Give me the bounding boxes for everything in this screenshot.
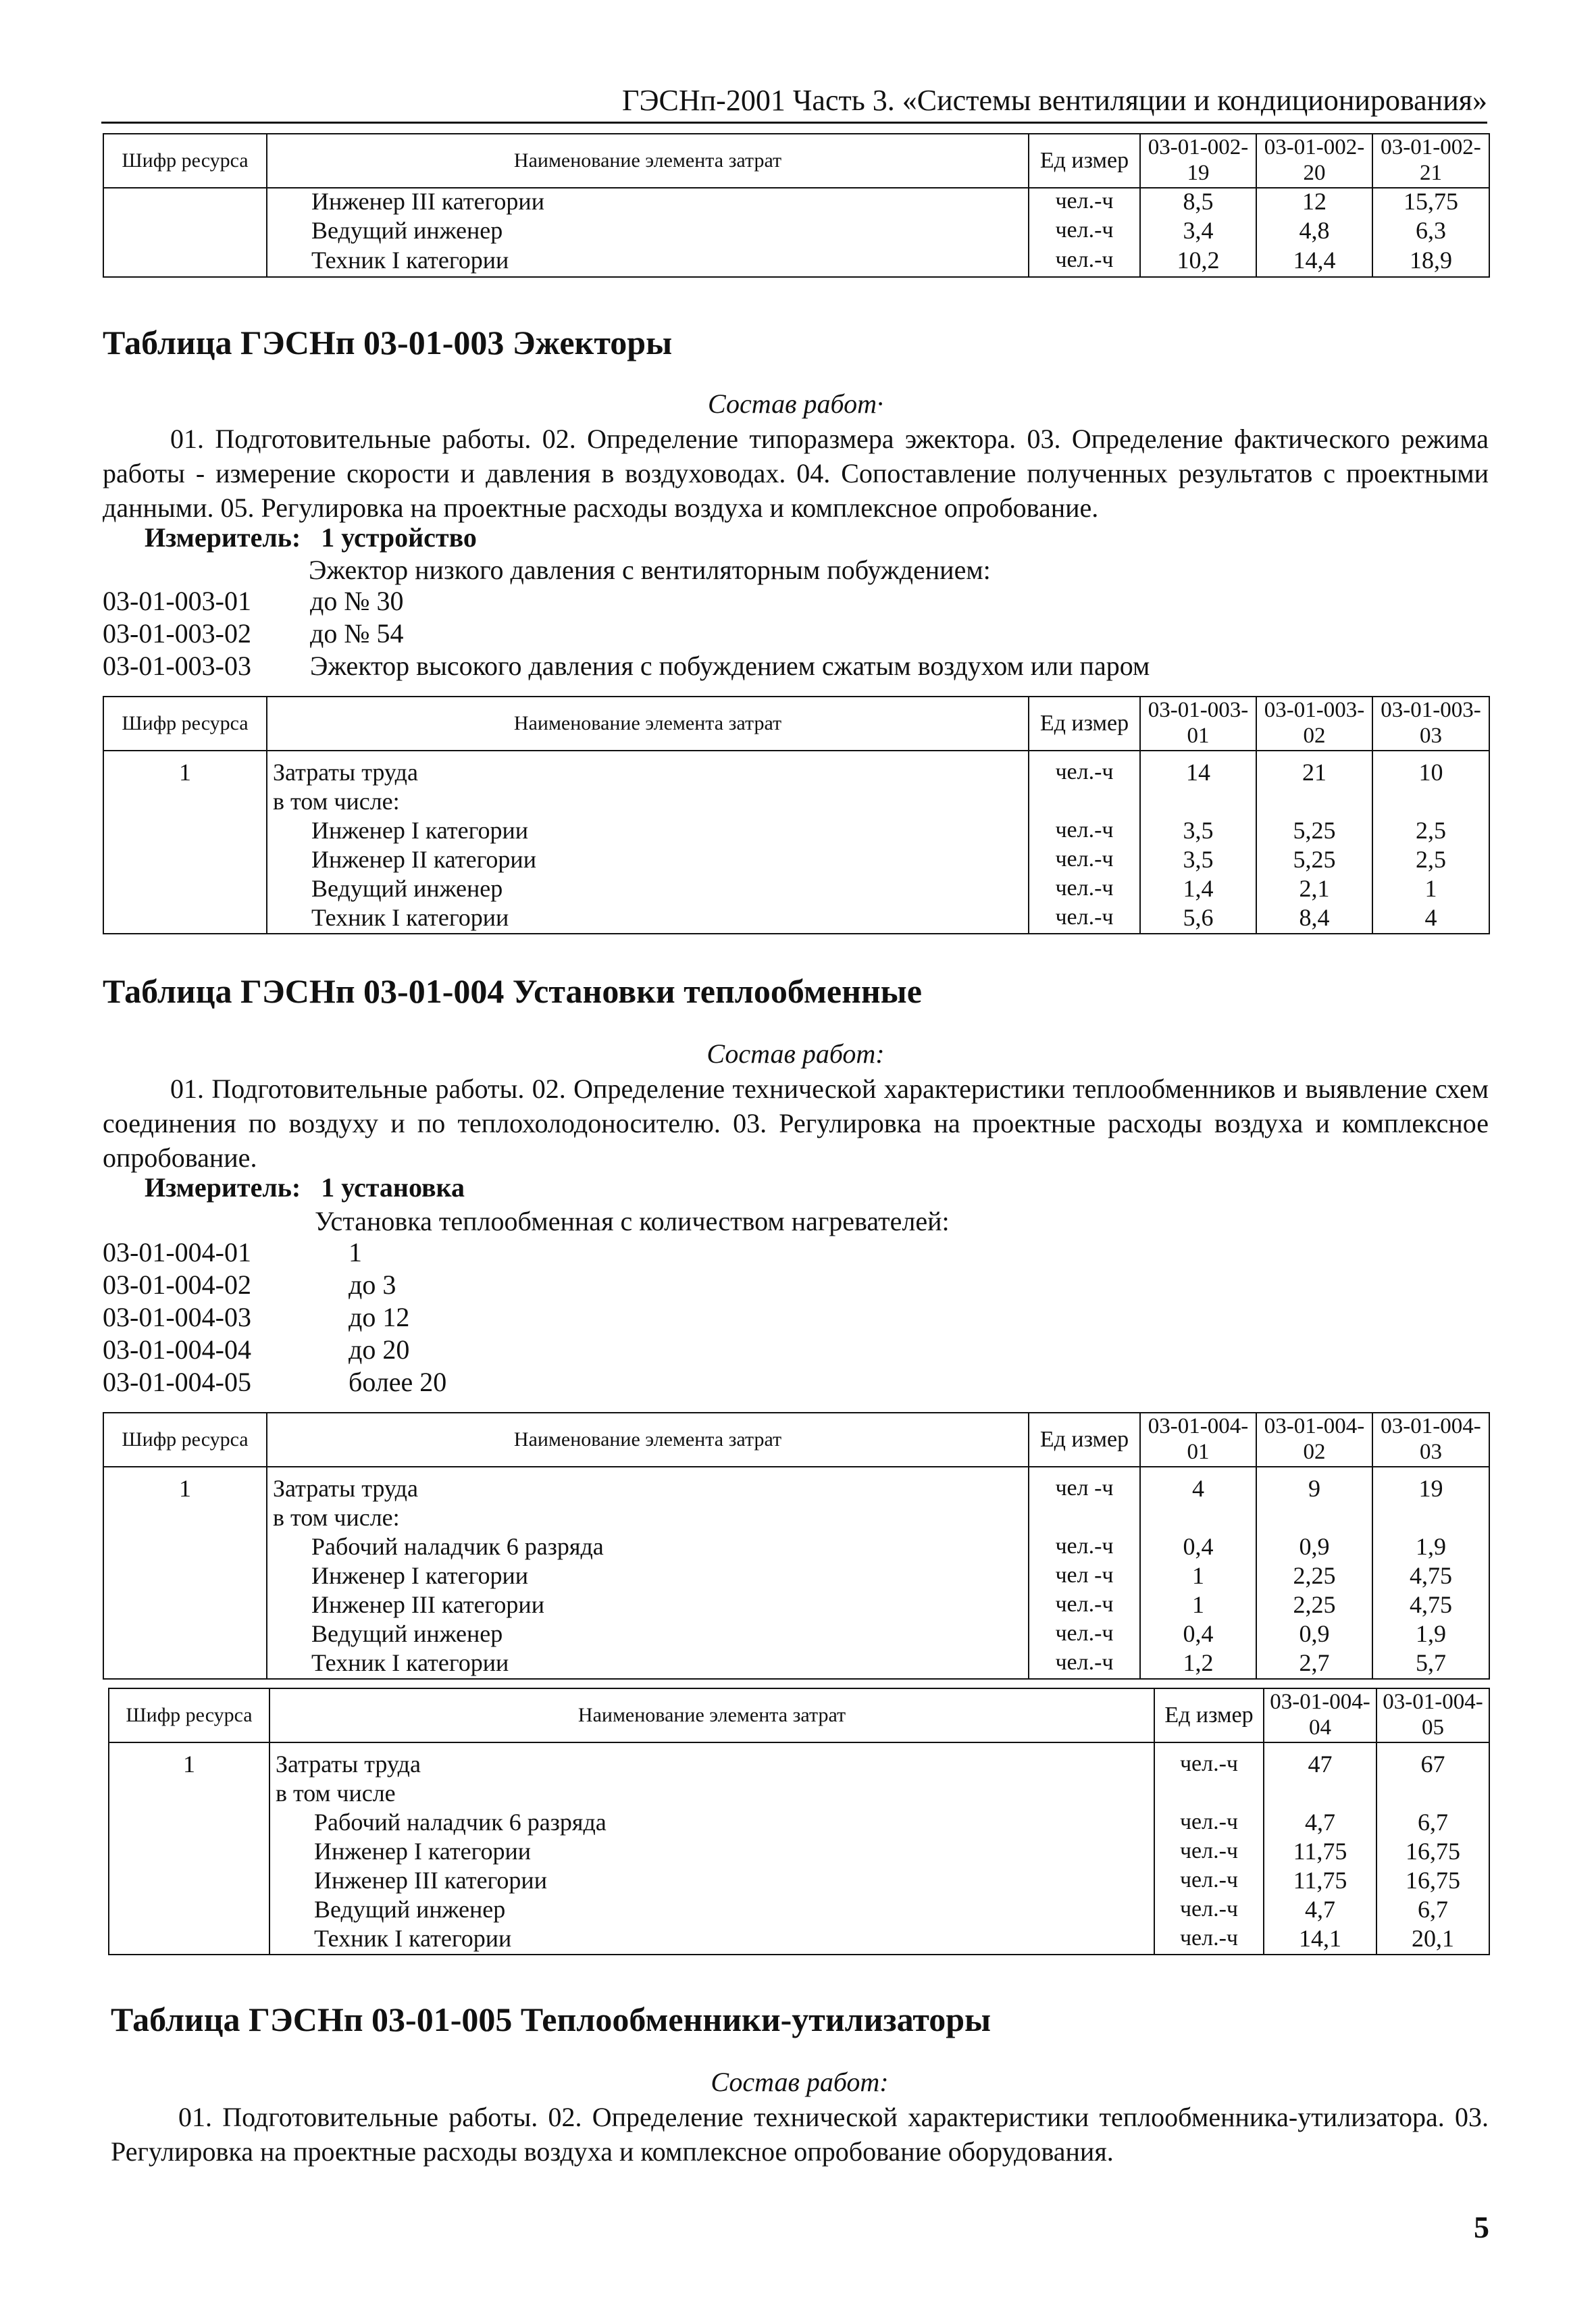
table-row (103, 1563, 1489, 1592)
cell-value: 14 (1140, 759, 1256, 788)
section-title-003: Таблица ГЭСНп 03-01-003 Эжекторы (103, 324, 673, 361)
table-row (103, 847, 1489, 876)
cell-name: в том числе (269, 1780, 1154, 1809)
cell-value: 4 (1372, 905, 1489, 934)
cell-unit: чел.-ч (1029, 1592, 1140, 1621)
cell-unit (1029, 788, 1140, 818)
cell-name: Техник I категории (267, 1650, 1029, 1679)
cell-code (103, 847, 267, 876)
cell-value: 47 (1264, 1751, 1376, 1780)
cell-code (103, 247, 267, 277)
cell-code (109, 1838, 269, 1867)
item-row (103, 585, 1489, 618)
item-code: 03-01-004-04 (103, 1334, 251, 1365)
cell-name: Рабочий наладчик 6 разряда (267, 1534, 1029, 1563)
cell-name: Ведущий инженер (267, 876, 1029, 905)
cell-name: Затраты труда (269, 1751, 1154, 1780)
cell-name: Инженер II категории (267, 847, 1029, 876)
work-composition-label-003: Состав работ· (708, 388, 883, 419)
col-header-norm-code: 03-01-002-19 (1140, 134, 1256, 188)
table-row (103, 905, 1489, 934)
table-row (109, 1809, 1489, 1838)
cell-value: 10 (1372, 759, 1489, 788)
running-header (101, 86, 1487, 124)
cell-value: 16,75 (1376, 1838, 1489, 1867)
col-header-norm-code: 03-01-004-04 (1264, 1688, 1376, 1742)
cell-value: 4,75 (1372, 1563, 1489, 1592)
col-header-norm-code: 03-01-003-01 (1140, 697, 1256, 751)
col-header-norm-code: 03-01-004-03 (1372, 1413, 1489, 1467)
col-header-norm-code: 03-01-004-01 (1140, 1413, 1256, 1467)
cell-unit: чел.-ч (1154, 1751, 1264, 1780)
col-header-norm-code: 03-01-002-21 (1372, 134, 1489, 188)
table-row (109, 1838, 1489, 1867)
cell-code (109, 1867, 269, 1896)
table-row (103, 218, 1489, 247)
item-description: до 12 (349, 1302, 410, 1332)
cell-value: 11,75 (1264, 1867, 1376, 1896)
cell-code (103, 1534, 267, 1563)
cell-unit: чел.-ч (1029, 1534, 1140, 1563)
cell-value: 11,75 (1264, 1838, 1376, 1867)
item-group-label: Эжектор низкого давления с вентиляторным побуждением: (309, 555, 991, 585)
table-03-01-002-continued (103, 133, 1490, 278)
cell-unit: чел.-ч (1029, 1650, 1140, 1679)
cell-value: 21 (1256, 759, 1372, 788)
cell-unit: чел.-ч (1029, 876, 1140, 905)
cell-name: Ведущий инженер (267, 218, 1029, 247)
cell-value: 5,25 (1256, 847, 1372, 876)
cell-code (109, 1809, 269, 1838)
cell-name: Ведущий инженер (267, 1621, 1029, 1650)
cell-unit: чел.-ч (1154, 1809, 1264, 1838)
item-row (103, 1334, 1489, 1366)
cell-unit: чел.-ч (1029, 188, 1140, 218)
cell-code (103, 876, 267, 905)
table-03-01-004-a (103, 1412, 1490, 1680)
cell-value: 0,9 (1256, 1534, 1372, 1563)
section-title-005: Таблица ГЭСНп 03-01-005 Теплообменники-утилизаторы (111, 2001, 992, 2038)
work-composition-text-004: 01. Подготовительные работы. 02. Определение технической характеристики теплообменников и выявление схем соединения по воздуху и по теплохолодоносителю. 03. Регулировка на проектные расходы воздуха и комплексное опробование. (103, 1074, 1489, 1173)
cell-value: 1,2 (1140, 1650, 1256, 1679)
cell-value: 4,8 (1256, 218, 1372, 247)
cell-name: Инженер III категории (267, 1592, 1029, 1621)
cell-name: в том числе: (267, 788, 1029, 818)
cell-value: 1 (1372, 876, 1489, 905)
cell-unit: чел.-ч (1029, 905, 1140, 934)
running-header-title: ГЭСНп-2001 Часть 3. «Системы вентиляции и кондиционирования» (622, 84, 1487, 117)
cell-value: 0,4 (1140, 1534, 1256, 1563)
item-code: 03-01-003-01 (103, 586, 251, 616)
work-composition-text-005: 01. Подготовительные работы. 02. Определение технической характеристики теплообменника-утилизатора. 03. Регулировка на проектные расходы воздуха и комплексное опробование оборудования. (111, 2102, 1489, 2167)
item-code: 03-01-004-01 (103, 1237, 251, 1267)
cell-value: 16,75 (1376, 1867, 1489, 1896)
col-header-unit: Ед измер (1029, 697, 1140, 751)
cell-unit: чел.-ч (1029, 218, 1140, 247)
cell-code (103, 818, 267, 847)
col-header-name: Наименование элемента затрат (267, 697, 1029, 751)
table-row (103, 1534, 1489, 1563)
cell-value: 2,1 (1256, 876, 1372, 905)
cell-unit: чел.-ч (1029, 847, 1140, 876)
col-header-code: Шифр ресурса (103, 134, 267, 188)
cell-value: 4,75 (1372, 1592, 1489, 1621)
cell-code: 1 (109, 1751, 269, 1780)
cell-value: 1,9 (1372, 1621, 1489, 1650)
cell-value: 3,4 (1140, 218, 1256, 247)
cell-value: 2,5 (1372, 847, 1489, 876)
table-row (103, 1621, 1489, 1650)
cell-unit (1154, 1780, 1264, 1809)
cell-name: Инженер III категории (267, 188, 1029, 218)
cell-unit: чел.-ч (1029, 759, 1140, 788)
cell-code (103, 1650, 267, 1679)
section-title-004: Таблица ГЭСНп 03-01-004 Установки теплообменные (103, 972, 922, 1010)
cell-value (1256, 1505, 1372, 1534)
col-header-norm-code: 03-01-004-05 (1376, 1688, 1489, 1742)
cell-code (103, 1505, 267, 1534)
cell-value: 6,7 (1376, 1896, 1489, 1926)
cell-value: 1 (1140, 1563, 1256, 1592)
cell-value: 8,5 (1140, 188, 1256, 218)
item-description: более 20 (349, 1367, 447, 1397)
cell-value: 19 (1372, 1476, 1489, 1505)
item-description: 1 (349, 1237, 362, 1267)
cell-value (1264, 1780, 1376, 1809)
cell-value: 4,7 (1264, 1896, 1376, 1926)
item-group-003 (103, 554, 1489, 586)
page-number: 5 (1474, 2210, 1489, 2244)
table-row (109, 1867, 1489, 1896)
item-row (103, 1236, 1489, 1269)
cell-unit: чел.-ч (1154, 1838, 1264, 1867)
item-code: 03-01-003-02 (103, 618, 251, 649)
cell-value: 1 (1140, 1592, 1256, 1621)
cell-value: 18,9 (1372, 247, 1489, 277)
item-code: 03-01-004-05 (103, 1367, 251, 1397)
table-row (103, 876, 1489, 905)
item-description: до № 54 (310, 618, 404, 649)
col-header-norm-code: 03-01-003-03 (1372, 697, 1489, 751)
cell-value: 12 (1256, 188, 1372, 218)
item-row (103, 1301, 1489, 1334)
cell-code (109, 1896, 269, 1926)
cell-name: Инженер III категории (269, 1867, 1154, 1896)
col-header-norm-code: 03-01-003-02 (1256, 697, 1372, 751)
item-row (103, 1269, 1489, 1301)
item-row (103, 650, 1489, 682)
col-header-unit: Ед измер (1029, 1413, 1140, 1467)
cell-name: Инженер I категории (267, 818, 1029, 847)
cell-code (103, 218, 267, 247)
col-header-name: Наименование элемента затрат (269, 1688, 1154, 1742)
table-row (103, 1476, 1489, 1505)
cell-value: 20,1 (1376, 1926, 1489, 1955)
cell-value: 67 (1376, 1751, 1489, 1780)
cell-code (109, 1780, 269, 1809)
item-description: до № 30 (310, 586, 404, 616)
cell-name: Затраты труда (267, 1476, 1029, 1505)
item-code: 03-01-003-03 (103, 651, 251, 681)
cell-value: 2,25 (1256, 1592, 1372, 1621)
cell-name: Инженер I категории (269, 1838, 1154, 1867)
item-code: 03-01-004-02 (103, 1269, 251, 1300)
item-code: 03-01-004-03 (103, 1302, 251, 1332)
cell-name: в том числе: (267, 1505, 1029, 1534)
table-row (103, 188, 1489, 218)
table-row (103, 1650, 1489, 1679)
table-row (103, 788, 1489, 818)
cell-unit: чел.-ч (1029, 1621, 1140, 1650)
table-row (109, 1780, 1489, 1809)
item-group-label: Установка теплообменная с количеством нагревателей: (315, 1206, 950, 1236)
cell-value: 6,3 (1372, 218, 1489, 247)
cell-value (1372, 1505, 1489, 1534)
cell-value: 4 (1140, 1476, 1256, 1505)
cell-value: 6,7 (1376, 1809, 1489, 1838)
cell-name: Затраты труда (267, 759, 1029, 788)
cell-value: 3,5 (1140, 818, 1256, 847)
cell-name: Рабочий наладчик 6 разряда (269, 1809, 1154, 1838)
cell-code (103, 905, 267, 934)
cell-value: 8,4 (1256, 905, 1372, 934)
work-composition-label-004: Состав работ: (706, 1038, 885, 1069)
cell-value: 2,5 (1372, 818, 1489, 847)
cell-value: 15,75 (1372, 188, 1489, 218)
item-description: до 20 (349, 1334, 410, 1365)
cell-name: Техник I категории (267, 905, 1029, 934)
col-header-norm-code: 03-01-004-02 (1256, 1413, 1372, 1467)
item-row (103, 618, 1489, 650)
table-03-01-004-b (108, 1688, 1490, 1955)
table-row (109, 1926, 1489, 1955)
table-row (103, 1592, 1489, 1621)
cell-value (1372, 788, 1489, 818)
cell-value: 14,1 (1264, 1926, 1376, 1955)
table-row (103, 759, 1489, 788)
table-row (109, 1896, 1489, 1926)
col-header-code: Шифр ресурса (109, 1688, 269, 1742)
cell-unit: чел.-ч (1154, 1867, 1264, 1896)
cell-unit: чел -ч (1029, 1563, 1140, 1592)
cell-value: 3,5 (1140, 847, 1256, 876)
cell-value (1376, 1780, 1489, 1809)
cell-value: 0,4 (1140, 1621, 1256, 1650)
cell-code (103, 788, 267, 818)
cell-code: 1 (103, 1476, 267, 1505)
cell-code (103, 1621, 267, 1650)
table-row (103, 818, 1489, 847)
cell-value: 14,4 (1256, 247, 1372, 277)
col-header-name: Наименование элемента затрат (267, 134, 1029, 188)
cell-name: Техник I категории (269, 1926, 1154, 1955)
col-header-name: Наименование элемента затрат (267, 1413, 1029, 1467)
cell-code (103, 1563, 267, 1592)
item-description: до 3 (349, 1269, 396, 1300)
cell-value: 5,25 (1256, 818, 1372, 847)
cell-value: 5,7 (1372, 1650, 1489, 1679)
cell-unit: чел.-ч (1029, 818, 1140, 847)
col-header-code: Шифр ресурса (103, 1413, 267, 1467)
table-row (103, 1505, 1489, 1534)
cell-code (109, 1926, 269, 1955)
cell-name: Ведущий инженер (269, 1896, 1154, 1926)
cell-value: 1,9 (1372, 1534, 1489, 1563)
cell-unit: чел.-ч (1154, 1896, 1264, 1926)
work-composition-text-003: 01. Подготовительные работы. 02. Определение типоразмера эжектора. 03. Определение фактического режима работы - измерение скорости и давления в воздуховодах. 04. Сопоставление полученных результатов с проектными данными. 05. Регулировка на проектные расходы воздуха и комплексное опробование. (103, 424, 1489, 523)
item-group-004 (103, 1205, 1489, 1238)
cell-value: 10,2 (1140, 247, 1256, 277)
cell-unit (1029, 1505, 1140, 1534)
cell-code (103, 188, 267, 218)
cell-value: 0,9 (1256, 1621, 1372, 1650)
cell-value (1140, 1505, 1256, 1534)
col-header-unit: Ед измер (1029, 134, 1140, 188)
cell-value: 4,7 (1264, 1809, 1376, 1838)
table-row (103, 247, 1489, 277)
cell-value: 9 (1256, 1476, 1372, 1505)
item-description: Эжектор высокого давления с побуждением сжатым воздухом или паром (310, 651, 1150, 681)
measurer-003: Измеритель: 1 устройство (145, 522, 477, 553)
cell-name: Инженер I категории (267, 1563, 1029, 1592)
table-row (109, 1751, 1489, 1780)
col-header-norm-code: 03-01-002-20 (1256, 134, 1372, 188)
col-header-unit: Ед измер (1154, 1688, 1264, 1742)
cell-value: 5,6 (1140, 905, 1256, 934)
cell-value (1140, 788, 1256, 818)
table-03-01-003 (103, 696, 1490, 934)
cell-code: 1 (103, 759, 267, 788)
cell-value: 2,25 (1256, 1563, 1372, 1592)
cell-value (1256, 788, 1372, 818)
cell-value: 2,7 (1256, 1650, 1372, 1679)
cell-code (103, 1592, 267, 1621)
measurer-004: Измеритель: 1 установка (145, 1172, 465, 1203)
cell-unit: чел.-ч (1029, 247, 1140, 277)
cell-value: 1,4 (1140, 876, 1256, 905)
item-row (103, 1366, 1489, 1399)
cell-unit: чел.-ч (1154, 1926, 1264, 1955)
work-composition-label-005: Состав работ: (711, 2067, 889, 2097)
cell-name: Техник I категории (267, 247, 1029, 277)
cell-unit: чел -ч (1029, 1476, 1140, 1505)
col-header-code: Шифр ресурса (103, 697, 267, 751)
